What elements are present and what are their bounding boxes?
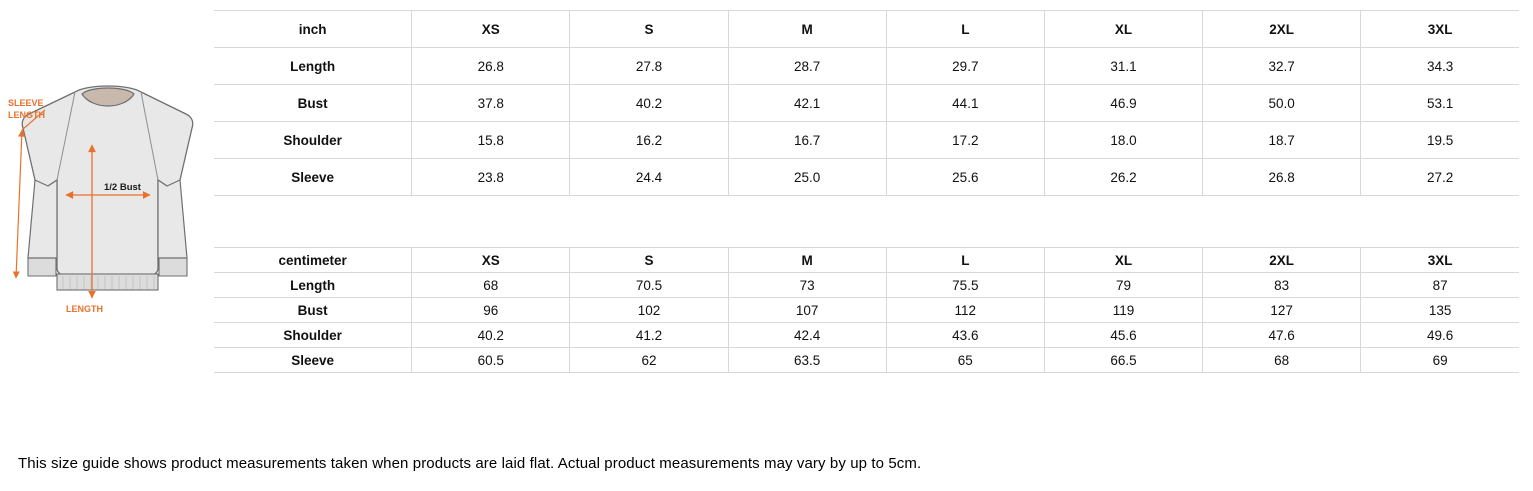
size-header-xs: XS: [412, 11, 570, 48]
garment-diagram: [0, 40, 215, 314]
row-label-length: Length: [214, 273, 412, 298]
cell-length-m: 28.7: [728, 48, 886, 85]
cell-shoulder-l: 43.6: [886, 323, 1044, 348]
cell-shoulder-xl: 45.6: [1044, 323, 1202, 348]
cell-shoulder-xs: 40.2: [412, 323, 570, 348]
cell-length-s: 70.5: [570, 273, 728, 298]
cell-shoulder-m: 42.4: [728, 323, 886, 348]
cell-bust-xs: 37.8: [412, 85, 570, 122]
cell-bust-s: 102: [570, 298, 728, 323]
cell-bust-xl: 46.9: [1044, 85, 1202, 122]
cell-shoulder-3xl: 49.6: [1361, 323, 1519, 348]
cell-bust-s: 40.2: [570, 85, 728, 122]
cm-size-table-wrapper: [214, 247, 1519, 373]
cell-sleeve-l: 25.6: [886, 159, 1044, 196]
row-label-sleeve: Sleeve: [214, 159, 412, 196]
cell-length-2xl: 32.7: [1203, 48, 1361, 85]
cell-shoulder-s: 16.2: [570, 122, 728, 159]
table-row: [214, 85, 1519, 122]
length-label: LENGTH: [66, 304, 103, 314]
size-header-m: M: [728, 248, 886, 273]
cell-shoulder-m: 16.7: [728, 122, 886, 159]
cell-bust-xl: 119: [1044, 298, 1202, 323]
cell-length-3xl: 87: [1361, 273, 1519, 298]
cell-shoulder-3xl: 19.5: [1361, 122, 1519, 159]
row-label-sleeve: Sleeve: [214, 348, 412, 373]
cell-length-s: 27.8: [570, 48, 728, 85]
cell-shoulder-2xl: 47.6: [1203, 323, 1361, 348]
cell-bust-xs: 96: [412, 298, 570, 323]
size-header-l: L: [886, 248, 1044, 273]
cell-sleeve-s: 24.4: [570, 159, 728, 196]
cell-sleeve-3xl: 27.2: [1361, 159, 1519, 196]
cell-bust-2xl: 50.0: [1203, 85, 1361, 122]
cell-bust-3xl: 53.1: [1361, 85, 1519, 122]
inch-size-table-wrapper: [214, 10, 1519, 196]
cell-sleeve-xl: 26.2: [1044, 159, 1202, 196]
cell-sleeve-2xl: 26.8: [1203, 159, 1361, 196]
row-label-shoulder: Shoulder: [214, 122, 412, 159]
cell-bust-3xl: 135: [1361, 298, 1519, 323]
cell-sleeve-xs: 23.8: [412, 159, 570, 196]
cell-shoulder-s: 41.2: [570, 323, 728, 348]
cell-bust-m: 42.1: [728, 85, 886, 122]
cell-length-xs: 68: [412, 273, 570, 298]
cell-bust-m: 107: [728, 298, 886, 323]
cell-length-xl: 31.1: [1044, 48, 1202, 85]
size-header-l: L: [886, 11, 1044, 48]
inch-size-table: [214, 10, 1519, 196]
size-header-m: M: [728, 11, 886, 48]
sleeve-length-label-line2: LENGTH: [8, 110, 45, 120]
cell-bust-2xl: 127: [1203, 298, 1361, 323]
table-row: [214, 122, 1519, 159]
row-label-shoulder: Shoulder: [214, 323, 412, 348]
cell-length-2xl: 83: [1203, 273, 1361, 298]
cell-sleeve-2xl: 68: [1203, 348, 1361, 373]
cell-sleeve-s: 62: [570, 348, 728, 373]
table-row: [214, 48, 1519, 85]
cell-sleeve-m: 25.0: [728, 159, 886, 196]
cell-length-m: 73: [728, 273, 886, 298]
unit-header-centimeter: centimeter: [214, 248, 412, 273]
cell-sleeve-l: 65: [886, 348, 1044, 373]
size-header-xl: XL: [1044, 11, 1202, 48]
cell-bust-l: 44.1: [886, 85, 1044, 122]
cell-length-3xl: 34.3: [1361, 48, 1519, 85]
size-header-3xl: 3XL: [1361, 248, 1519, 273]
cell-shoulder-xl: 18.0: [1044, 122, 1202, 159]
size-header-xl: XL: [1044, 248, 1202, 273]
cell-shoulder-xs: 15.8: [412, 122, 570, 159]
unit-header-inch: inch: [214, 11, 412, 48]
size-header-2xl: 2XL: [1203, 11, 1361, 48]
cell-sleeve-xs: 60.5: [412, 348, 570, 373]
size-header-s: S: [570, 248, 728, 273]
table-header-row: [214, 11, 1519, 48]
table-row: [214, 273, 1519, 298]
cell-sleeve-m: 63.5: [728, 348, 886, 373]
cell-length-l: 29.7: [886, 48, 1044, 85]
cell-shoulder-l: 17.2: [886, 122, 1044, 159]
table-row: [214, 298, 1519, 323]
cell-sleeve-3xl: 69: [1361, 348, 1519, 373]
table-row: [214, 323, 1519, 348]
size-header-2xl: 2XL: [1203, 248, 1361, 273]
table-row: [214, 348, 1519, 373]
sleeve-length-label-line1: SLEEVE: [8, 98, 44, 108]
size-header-xs: XS: [412, 248, 570, 273]
size-header-s: S: [570, 11, 728, 48]
row-label-length: Length: [214, 48, 412, 85]
cell-length-l: 75.5: [886, 273, 1044, 298]
cm-size-table: [214, 247, 1519, 373]
cell-shoulder-2xl: 18.7: [1203, 122, 1361, 159]
cell-length-xs: 26.8: [412, 48, 570, 85]
half-bust-label: 1/2 Bust: [104, 182, 141, 193]
table-row: [214, 159, 1519, 196]
table-header-row: [214, 248, 1519, 273]
row-label-bust: Bust: [214, 298, 412, 323]
cell-bust-l: 112: [886, 298, 1044, 323]
size-header-3xl: 3XL: [1361, 11, 1519, 48]
size-guide-footnote: This size guide shows product measurements taken when products are laid flat. Actual product measurements may vary by up to 5cm.: [18, 455, 922, 472]
row-label-bust: Bust: [214, 85, 412, 122]
cell-length-xl: 79: [1044, 273, 1202, 298]
cell-sleeve-xl: 66.5: [1044, 348, 1202, 373]
